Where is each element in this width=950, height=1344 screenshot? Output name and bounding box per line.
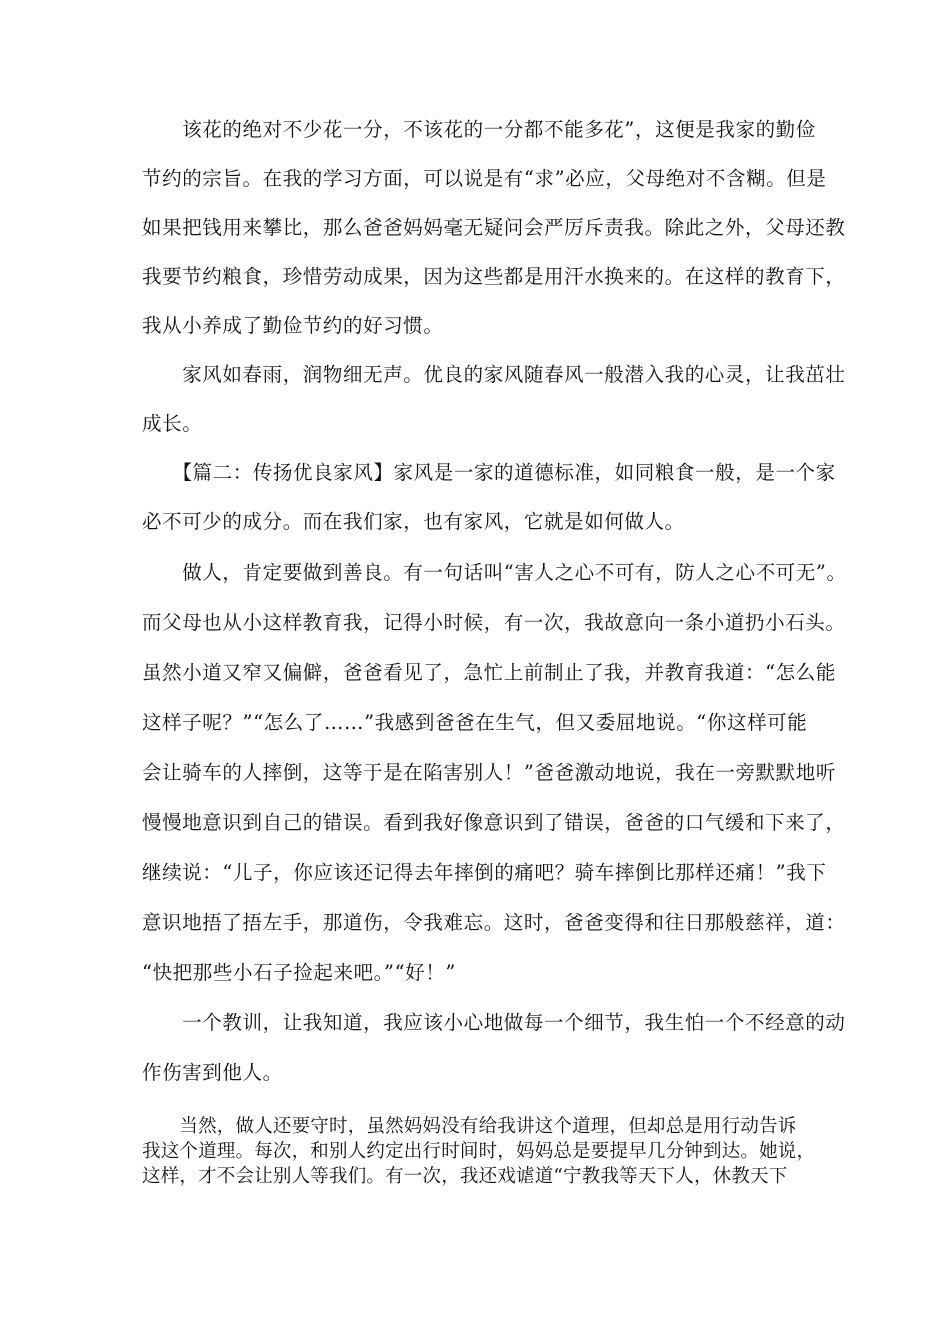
text-line: 成长。 — [142, 412, 203, 435]
text-line: 会让骑车的人摔倒，这等于是在陷害别人！”爸爸激动地说，我在一旁默默地听 — [142, 761, 836, 784]
text-line: 做人，肯定要做到善良。有一句话叫“害人之心不可有，防人之心不可无”。 — [142, 561, 847, 584]
text-line: 节约的宗旨。在我的学习方面，可以说是有“求”必应，父母绝对不含糊。但是 — [142, 167, 827, 190]
text-line: 如果把钱用来攀比，那么爸爸妈妈毫无疑问会严厉斥责我。除此之外，父母还教 — [142, 216, 846, 239]
text-line: 继续说：“儿子，你应该还记得去年摔倒的痛吧？骑车摔倒比那样还痛！”我下 — [142, 861, 827, 884]
text-line: 我从小养成了勤俭节约的好习惯。 — [142, 314, 444, 337]
text-line: 我要节约粮食，珍惜劳动成果，因为这些都是用汗水换来的。在这样的教育下， — [142, 265, 846, 288]
text-line: 当然，做人还要守时，虽然妈妈没有给我讲这个道理，但却总是用行动告诉 — [142, 1116, 797, 1137]
text-line: “快把那些小石子捡起来吧。”“好！” — [142, 961, 456, 984]
text-line: 慢慢地意识到自己的错误。看到我好像意识到了错误，爸爸的口气缓和下来了， — [142, 811, 846, 834]
text-line: 【篇二：传扬优良家风】家风是一家的道德标准，如同粮食一般，是一个家 — [142, 461, 836, 484]
text-line: 虽然小道又窄又偏僻，爸爸看见了，急忙上前制止了我，并教育我道：“怎么能 — [142, 661, 836, 684]
text-line: 家风如春雨，润物细无声。优良的家风随春风一般潜入我的心灵，让我茁壮 — [142, 363, 846, 386]
text-line: 这样子呢？”“怎么了……”我感到爸爸在生气，但又委屈地说。“你这样可能 — [142, 711, 808, 734]
text-line: 作伤害到他人。 — [142, 1061, 283, 1084]
text-line: 这样，才不会让别人等我们。有一次，我还戏谑道“宁教我等天下人，休教天下 — [142, 1166, 788, 1187]
text-line: 一个教训，让我知道，我应该小心地做每一个细节，我生怕一个不经意的动 — [142, 1011, 846, 1034]
text-line: 该花的绝对不少花一分，不该花的一分都不能多花”，这便是我家的勤俭 — [142, 118, 816, 141]
text-line: 我这个道理。每次，和别人约定出行时间时，妈妈总是要提早几分钟到达。她说， — [142, 1141, 816, 1162]
text-line: 必不可少的成分。而在我们家，也有家风，它就是如何做人。 — [142, 510, 685, 533]
text-line: 而父母也从小这样教育我，记得小时候，有一次，我故意向一条小道扔小石头。 — [142, 611, 846, 634]
text-line: 意识地捂了捂左手，那道伤，令我难忘。这时，爸爸变得和往日那般慈祥，道： — [142, 911, 846, 934]
